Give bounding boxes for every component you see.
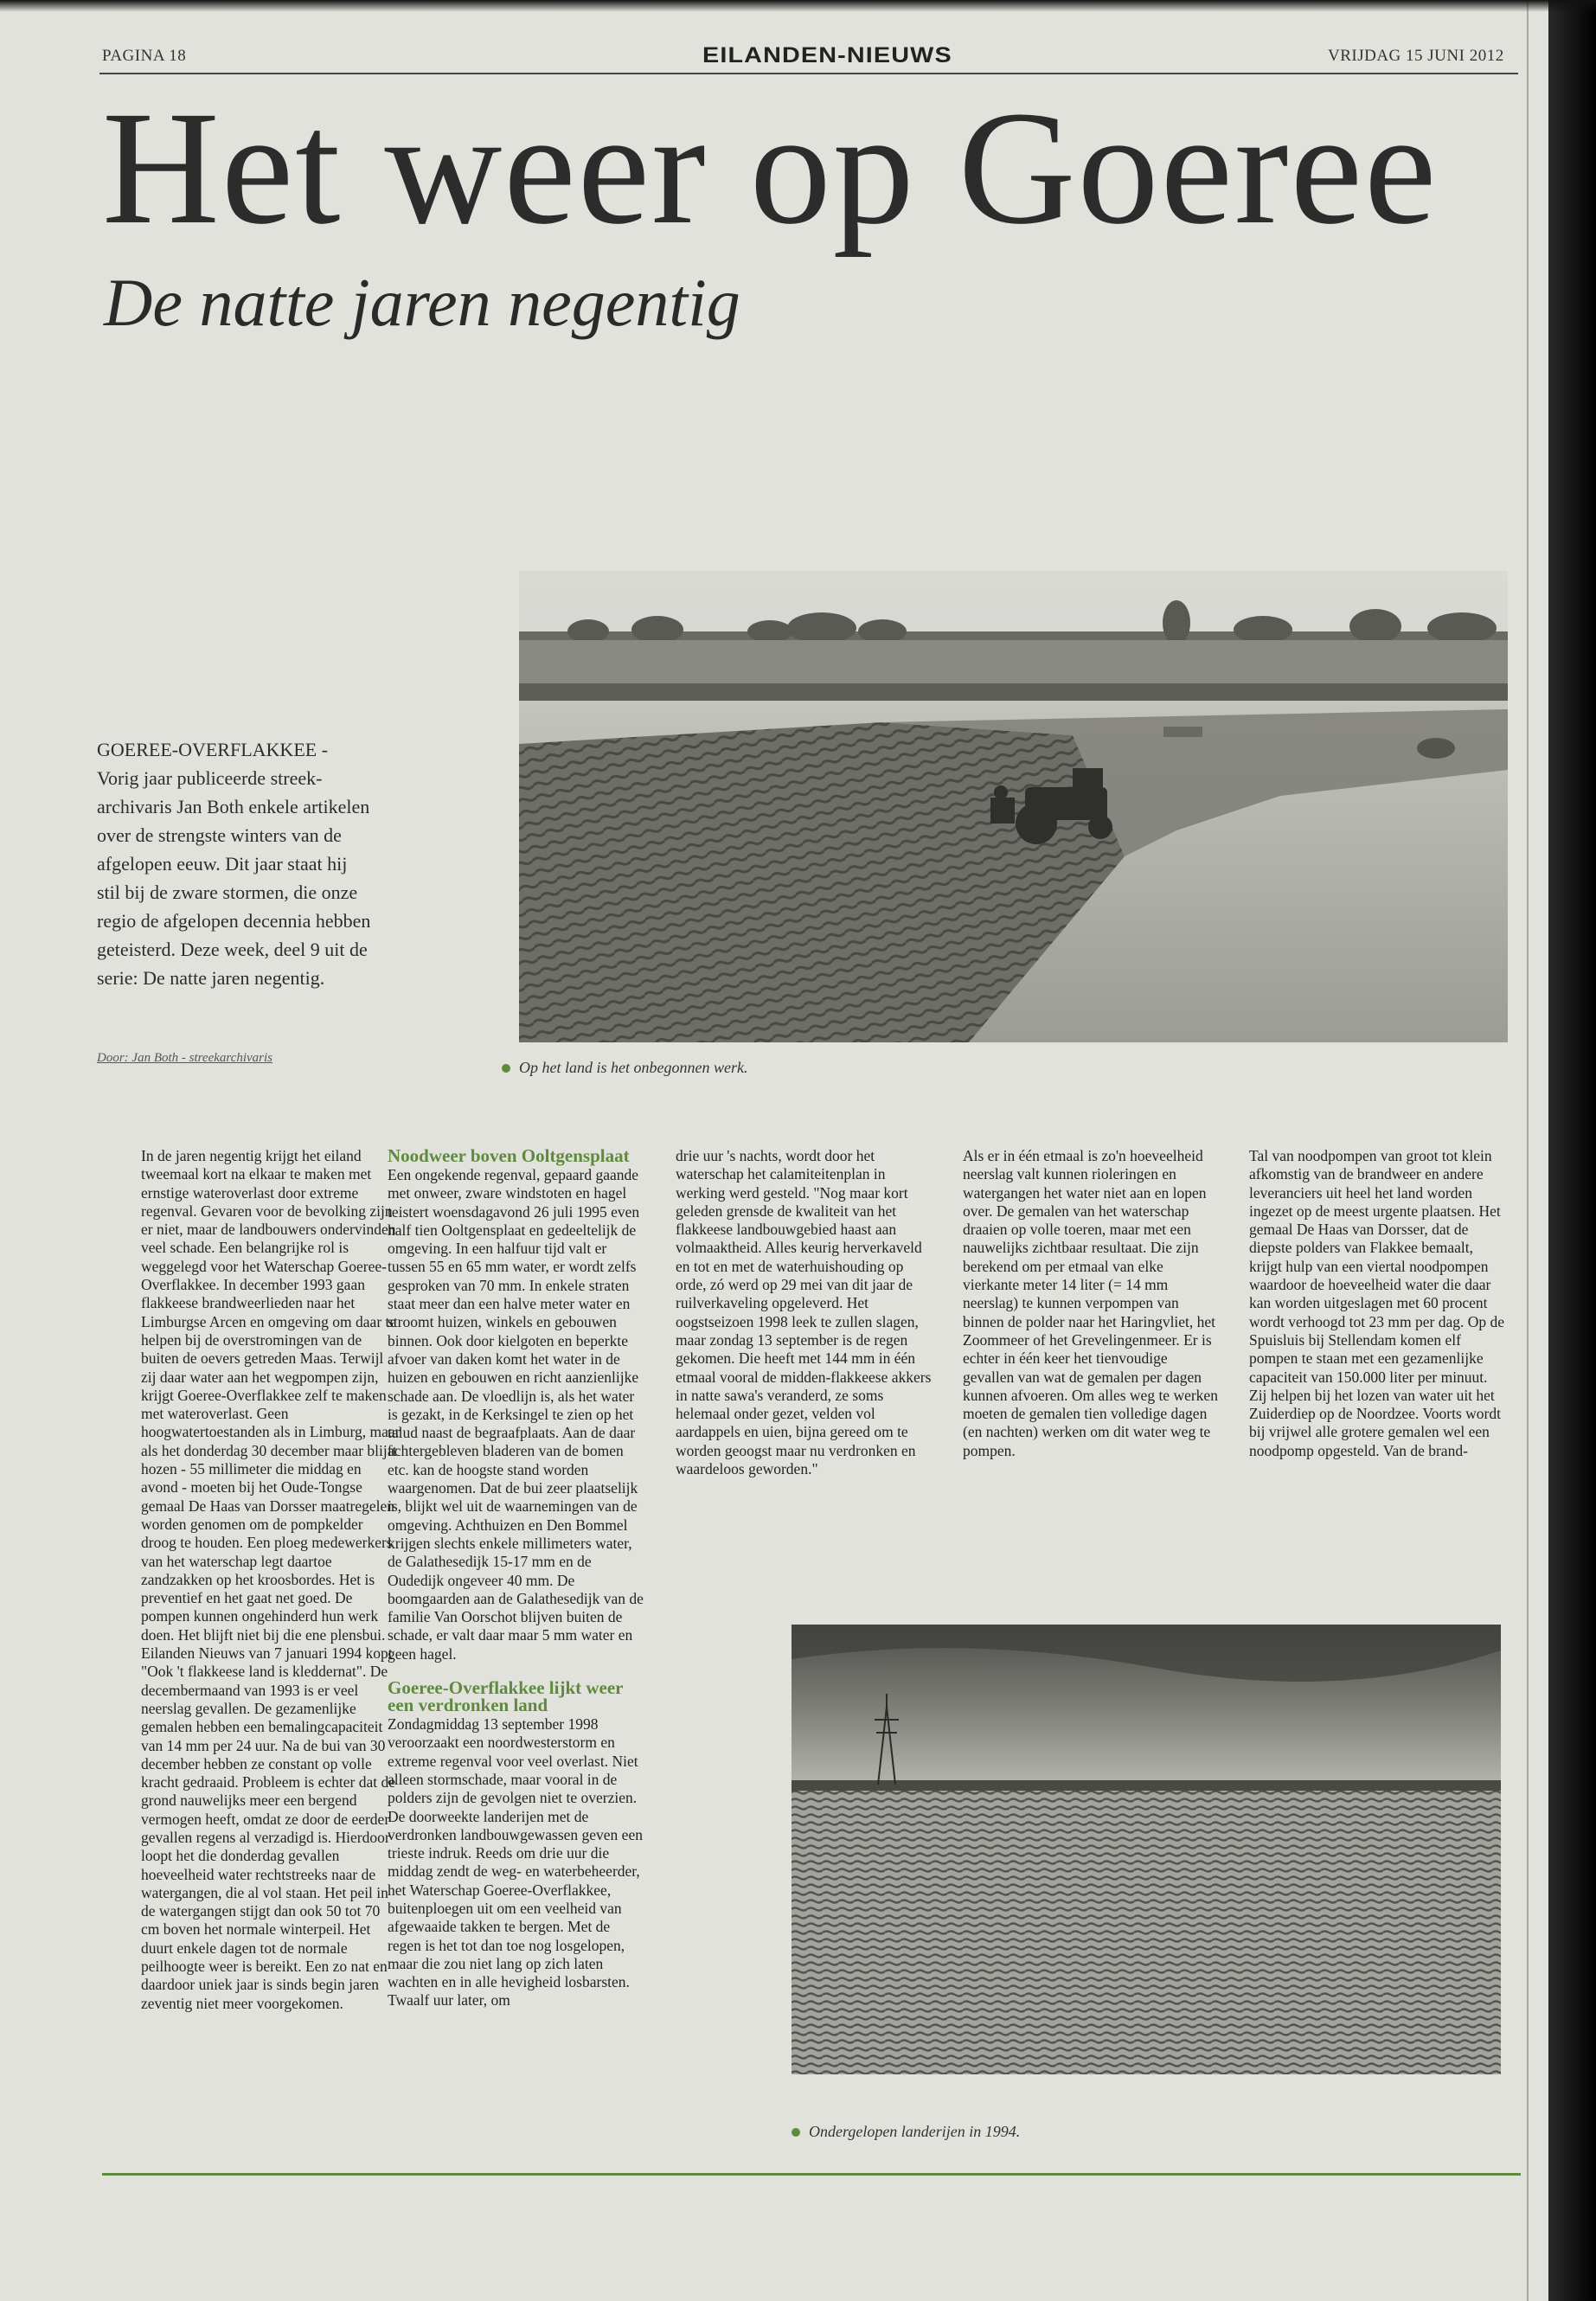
scan-edge-shadow bbox=[1548, 0, 1596, 2301]
article-column-3 bbox=[676, 1147, 935, 1478]
article-subtitle: De natte jaren negentig bbox=[104, 265, 740, 340]
body-text: Tal van noodpompen van groot tot klein afkomstig van de brandweer en andere leveranciers uit heel het land worden ingezet op de meest urgente plaatsen. Het gemaal De Haas van Dorsser, dat de diepste polders van Flakkee bemaalt, krijgt hulp van een viertal noodpompen waardoor de hoeveelheid water die daar kan worden uitgeslagen met 60 procent wordt verhoogd tot 23 mm per dag. Op de Spuisluis bij Stellendam komen elf pompen te staan met een gezamenlijke capaciteit van 150.000 liter per minuut. Zij helpen bij het lozen van water uit het Zuiderdiep op de Noordzee. Voorts wordt bij vrijwel alle grotere gemalen wel een noodpomp opgesteld. Van de brand- bbox=[1249, 1147, 1505, 1459]
photo1-caption: Op het land is het onbegonnen werk. bbox=[502, 1059, 747, 1077]
scan-top-shadow bbox=[0, 0, 1596, 12]
article-column-2 bbox=[388, 1147, 647, 2010]
article-intro: GOEREE-OVERFLAKKEE - Vorig jaar publiceerde streek-archivaris Jan Both enkele artikelen over de strengste winters van de afgelopen eeuw. Dit jaar staat hij stil bij de zware stormen, die onze regio de afgelopen decennia hebben geteisterd. Deze week, deel 9 uit de serie: De natte jaren negentig. bbox=[97, 739, 371, 989]
body-text: Zondagmiddag 13 september 1998 veroorzaakt een noordwesterstorm en extreme regenval voor veel overlast. Niet alleen stormschade, maar vooral in de polders zijn de gevolgen niet te overzien. De doorweekte landerijen met de verdronken landbouwgewassen geven een trieste indruk. Reeds om drie uur die middag zendt de weg- en waterbeheerder, het Waterschap Goeree-Overflakkee, buitenploegen uit om een veelheid van afgewaaide takken te bergen. Met de regen is het tot dan toe nog losgelopen, maar die zou niet lang op zich laten wachten en in alle hevigheid losbarsten. Twaalf uur later, om bbox=[388, 1715, 643, 2009]
subheading-ooltgensplaat: Noodweer boven Ooltgensplaat bbox=[388, 1145, 630, 1166]
body-text: drie uur 's nachts, wordt door het waterschap het calamiteitenplan in werking werd gesteld. "Nog maar kort geleden grensde de kwaliteit van het flakkeese landbouwgebied haast aan volmaaktheid. Alles keurig herverkaveld en tot en met de waterhuishouding op orde, zó werd op 29 mei van dit jaar de ruilverkaveling opgeleverd. Het oogstseizoen 1998 leek te zullen slagen, maar zondag 13 september is de regen gekomen. Die heeft met 144 mm in één etmaal vooral de midden-flakkeese akkers in natte sawa's veranderd, ze soms helemaal onder gezet, velden vol aardappels en uien, bijna gereed om te worden geoogst maar nu verdronken en waardeloos geworden." bbox=[676, 1147, 932, 1478]
subheading-verdronken-land: Goeree-Overflakkee lijkt weer een verdronken land bbox=[388, 1677, 624, 1716]
masthead-logo: EILANDEN-NIEUWS bbox=[702, 43, 952, 67]
footer-rule bbox=[102, 2173, 1521, 2176]
article-title: Het weer op Goeree bbox=[102, 77, 1439, 258]
page-fold bbox=[1527, 0, 1529, 2301]
bullet-dot-icon bbox=[502, 1064, 510, 1073]
body-text: Als er in één etmaal is zo'n hoeveelheid neerslag valt kunnen rioleringen en watergangen het water niet aan en lopen over. De gemalen van het waterschap draaien op volle toeren, maar met een nauwelijks zichtbaar resultaat. Die zijn berekend om per etmaal van elke vierkante meter 14 liter (= 14 mm neerslag) te kunnen verpompen van binnen de polder naar het Haringvliet, het Zoommeer of het Grevelingenmeer. Er is echter in één keer het tienvoudige gevallen van wat de gemalen per dagen kunnen afvoeren. Om alles weg te werken moeten de gemalen tien volledige dagen (en nachten) werken om dit water weg te pompen. bbox=[963, 1147, 1218, 1459]
photo-flooded-fields bbox=[792, 1625, 1501, 2074]
article-column-5 bbox=[1249, 1147, 1509, 1460]
flooded-fields-illustration bbox=[792, 1625, 1501, 2074]
page-number: PAGINA 18 bbox=[102, 47, 187, 65]
bullet-dot-icon bbox=[792, 2128, 800, 2137]
article-column-4 bbox=[963, 1147, 1222, 1460]
article-byline: Door: Jan Both - streekarchivaris bbox=[97, 1051, 273, 1065]
body-text: In de jaren negentig krijgt het eiland tweemaal kort na elkaar te maken met ernstige wateroverlast door extreme regenval. Gevaren voor de bevolking zijn er niet, maar de landbouwers ondervinden veel schade. Een belangrijke rol is weggelegd voor het Waterschap Goeree-Overflakkee. In december 1993 gaan flakkeese brandweerlieden naar het Limburgse Arcen en omgeving om daar te helpen bij de overstromingen van de buiten de oevers getreden Maas. Terwijl zij daar water aan het wegpompen zijn, krijgt Goeree-Overflakkee zelf te maken met wateroverlast. Geen hoogwatertoestanden als in Limburg, maar als het donderdag 30 december maar blijft hozen - 55 millimeter die middag en avond - moeten bij het Oude-Tongse gemaal De Haas van Dorsser maatregelen worden genomen om de pompkelder droog te houden. Een ploeg medewerkers van het waterschap legt daartoe zandzakken op het kroosbordes. Het is preventief en het gaat net goed. De pompen kunnen ongehinderd hun werk doen. Het blijft niet bij die ene plensbui. Eilanden Nieuws van 7 januari 1994 kopt "Ook 't flakkeese land is kleddernat". De decembermaand van 1993 is er veel neerslag gevallen. De gezamenlijke gemalen hebben een bemalingcapaciteit van 14 mm per 24 uur. Na de bui van 30 december hebben ze constant op volle kracht gedraaid. Probleem is echter dat de grond nauwelijks meer een bergend vermogen heeft, omdat ze door de eerder gevallen regens al verzadigd is. Hierdoor loopt het die donderdag gevallen hoeveelheid water rechtstreeks naar de watergangen, die al vol staan. Het peil in de watergangen stijgt dan ook 50 tot 70 cm boven het normale winterpeil. Het duurt enkele dagen tot de normale peilhoogte weer is bereikt. Een zo nat en daardoor uniek jaar is sinds begin jaren zeventig niet meer voorgekomen. bbox=[141, 1147, 401, 2012]
issue-date: VRIJDAG 15 JUNI 2012 bbox=[1328, 47, 1504, 65]
article-column-1 bbox=[141, 1147, 401, 2013]
photo2-caption: Ondergelopen landerijen in 1994. bbox=[792, 2123, 1020, 2141]
body-text: Een ongekende regenval, gepaard gaande met onweer, zware windstoten en hagel teistert woensdagavond 26 juli 1995 even half tien Ooltgensplaat en gedeeltelijk de omgeving. In een halfuur tijd valt er tussen 55 en 65 mm water, er wordt zelfs gesproken van 70 mm. In enkele straten staat meer dan een halve meter water en stroomt huizen, winkels en gebouwen binnen. Ook door kielgoten en beperkte afvoer van daken komt het water in de huizen en gebouwen en richt aanzienlijke schade aan. De vloedlijn is, als het water is gezakt, in de Kerksingel te zien op het talud naast de begraafplaats. Aan de daar achtergebleven bladeren van de bomen etc. kan de hoogste stand worden waargenomen. Dat de bui zeer plaatselijk is, blijkt wel uit de waarnemingen van de omgeving. Achthuizen en Den Bommel krijgen slechts enkele millimeters water, de Galathesedijk 15-17 mm en de Oudedijk ongeveer 40 mm. De boomgaarden aan de Galathesedijk van de familie Van Oorschot blijven buiten de schade, er valt daar maar 5 mm water en geen hagel. bbox=[388, 1166, 644, 1663]
photo-tractor-field bbox=[519, 571, 1508, 1042]
masthead-rule bbox=[99, 73, 1518, 74]
tractor-field-illustration bbox=[519, 571, 1508, 1042]
